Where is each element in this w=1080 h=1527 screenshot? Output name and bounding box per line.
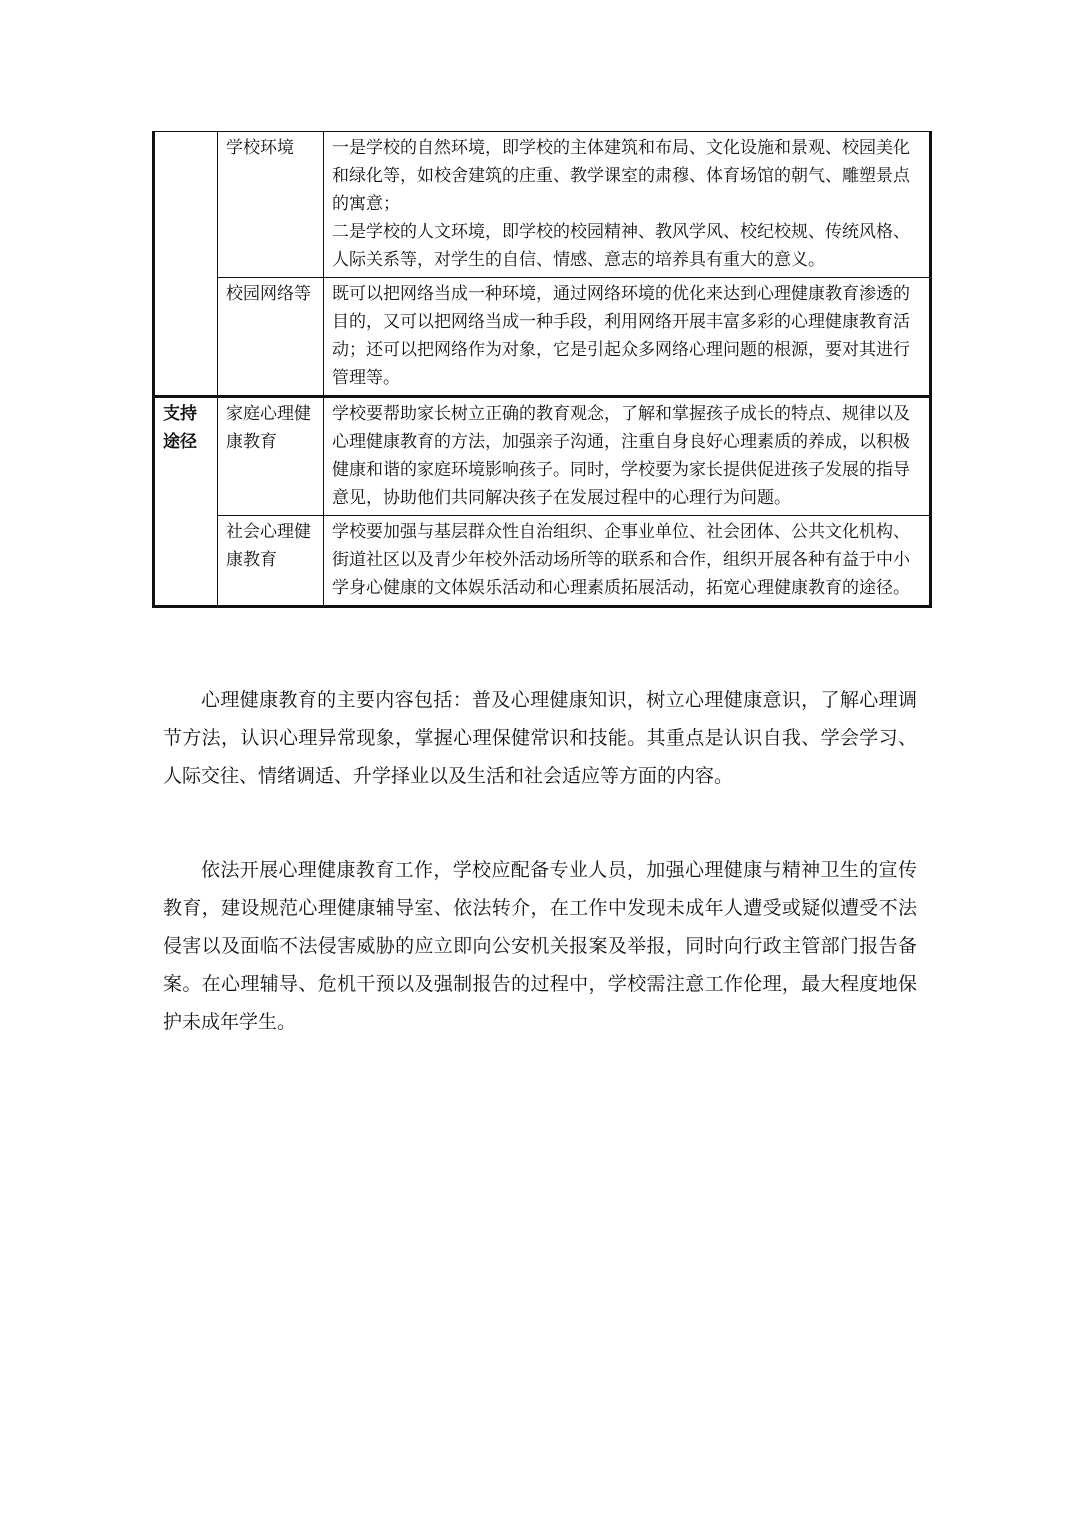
description-cell: [324, 132, 931, 278]
table-row: [154, 516, 931, 607]
description-cell: [324, 278, 931, 397]
description-line: 一是学校的自然环境，即学校的主体建筑和布局、文化设施和景观、校园美化和绿化等，如校舍建筑的庄重、教学课室的肃穆、体育场馆的朝气、雕塑景点的寓意；: [332, 138, 910, 214]
table-row: [154, 132, 931, 278]
category-cell-blank: [154, 132, 218, 397]
item-cell: 家庭心理健康教育: [218, 397, 324, 516]
body-paragraph-practice: [163, 851, 917, 1041]
table-row: [154, 397, 931, 516]
description-line: 二是学校的人文环境，即学校的校园精神、教风学风、校纪校规、传统风格、人际关系等，对学生的自信、情感、意志的培养具有重大的意义。: [332, 222, 910, 270]
description-cell: [324, 516, 931, 607]
item-cell: 社会心理健康教育: [218, 516, 324, 607]
item-cell: 校园网络等: [218, 278, 324, 397]
item-cell: 学校环境: [218, 132, 324, 278]
body-paragraph-content: [163, 681, 917, 795]
description-line: 既可以把网络当成一种环境，通过网络环境的优化来达到心理健康教育渗透的目的，又可以把网络当成一种手段，利用网络开展丰富多彩的心理健康教育活动；还可以把网络作为对象，它是引起众多网络心理问题的根源，要对其进行管理等。: [332, 284, 910, 388]
description-cell: [324, 397, 931, 516]
table-row: [154, 278, 931, 397]
category-cell-support: 支持途径: [154, 397, 218, 607]
content-table: [152, 131, 932, 608]
description-line: 学校要加强与基层群众性自治组织、企事业单位、社会团体、公共文化机构、街道社区以及青少年校外活动场所等的联系和合作，组织开展各种有益于中小学身心健康的文体娱乐活动和心理素质拓展活动，拓宽心理健康教育的途径。: [332, 522, 910, 598]
description-line: 学校要帮助家长树立正确的教育观念，了解和掌握孩子成长的特点、规律以及心理健康教育的方法，加强亲子沟通，注重自身良好心理素质的养成，以积极健康和谐的家庭环境影响孩子。同时，学校要为家长提供促进孩子发展的指导意见，协助他们共同解决孩子在发展过程中的心理行为问题。: [332, 404, 910, 508]
paragraph-text: 依法开展心理健康教育工作，学校应配备专业人员，加强心理健康与精神卫生的宣传教育，建设规范心理健康辅导室、依法转介，在工作中发现未成年人遭受或疑似遭受不法侵害以及面临不法侵害威胁的应立即向公安机关报案及举报，同时向行政主管部门报告备案。在心理辅导、危机干预以及强制报告的过程中，学校需注意工作伦理，最大程度地保护未成年学生。: [163, 859, 917, 1033]
paragraph-text: 心理健康教育的主要内容包括：普及心理健康知识，树立心理健康意识，了解心理调节方法，认识心理异常现象，掌握心理保健常识和技能。其重点是认识自我、学会学习、人际交往、情绪调适、升学择业以及生活和社会适应等方面的内容。: [163, 689, 917, 787]
